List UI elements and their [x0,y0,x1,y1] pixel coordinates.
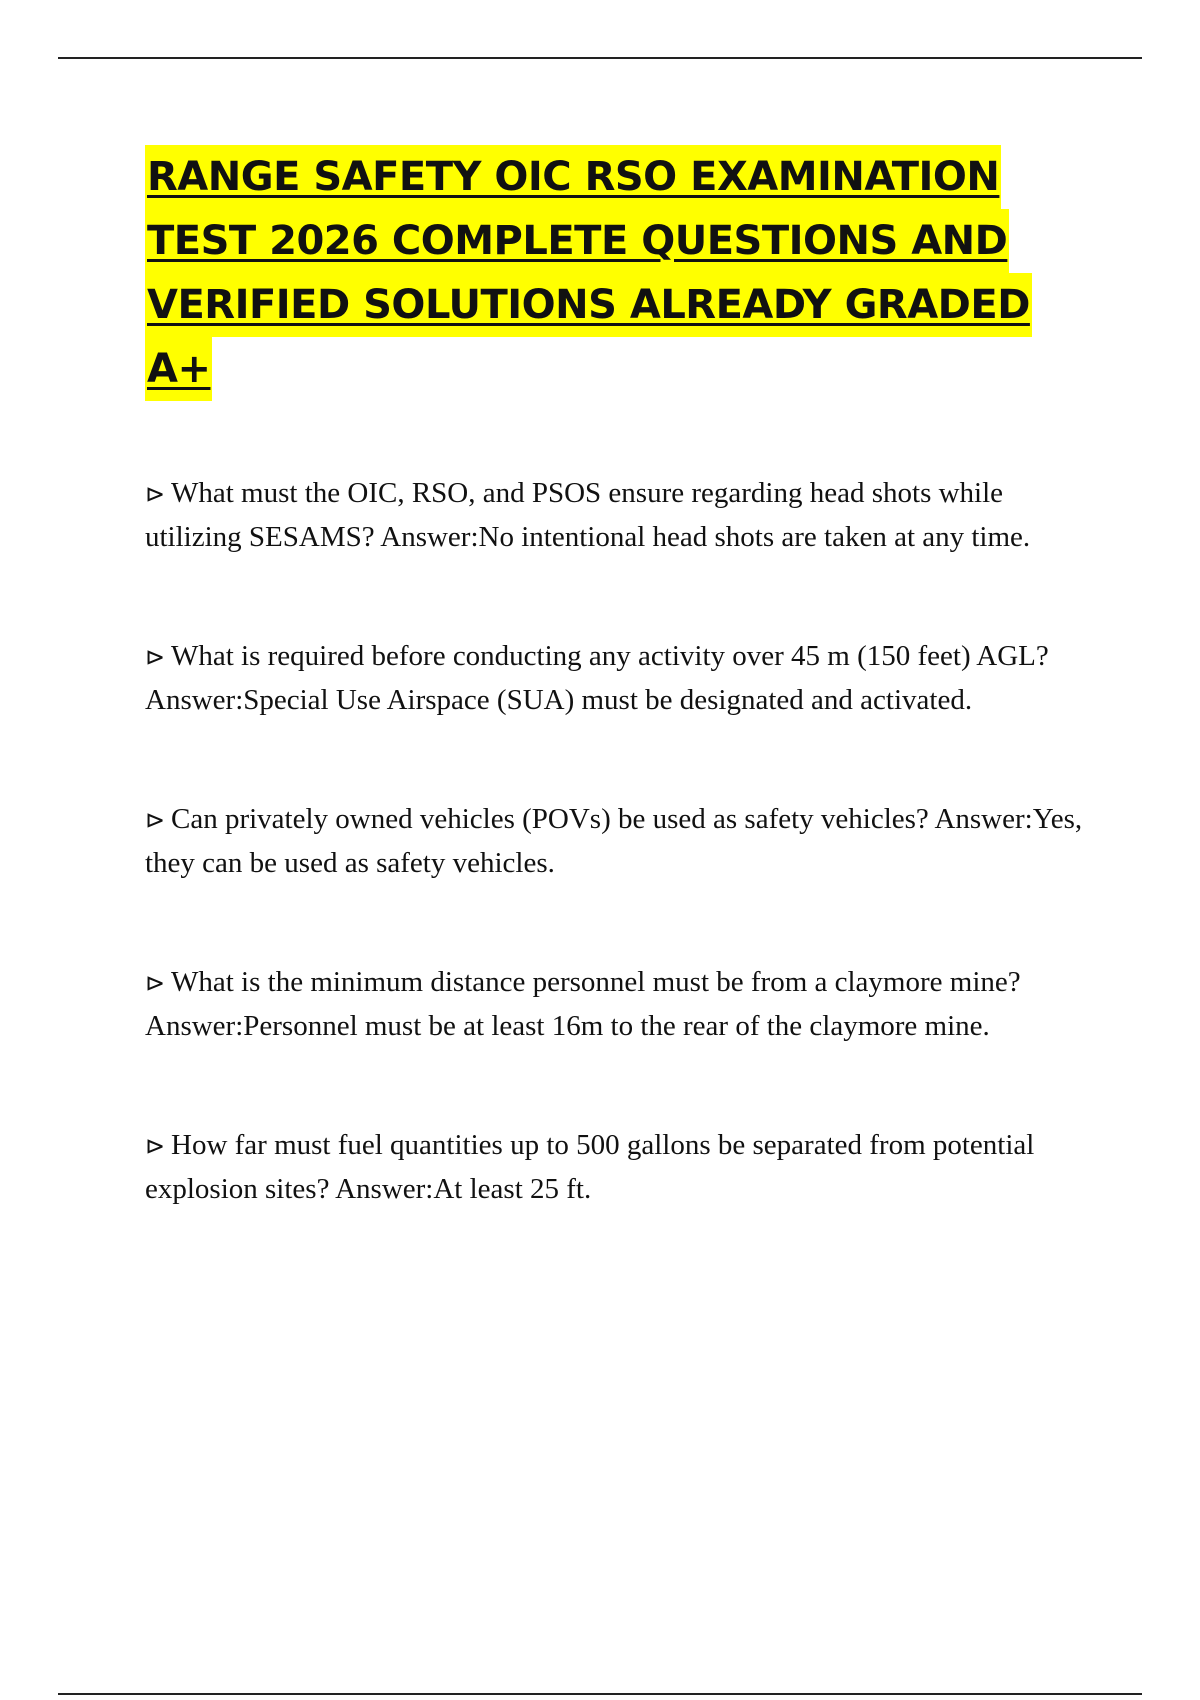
answer-text: Answer:At least 25 ft. [335,1173,592,1205]
qa-list [145,472,1085,1211]
triangle-bullet-icon: ⊳ [145,1132,166,1160]
title-line: RANGE SAFETY OIC RSO EXAMINATION [145,145,1001,209]
top-rule [58,57,1142,59]
title-line: VERIFIED SOLUTIONS ALREADY GRADED [145,273,1032,337]
document-title [145,145,1105,401]
qa-item [145,1124,1085,1211]
answer-text: Answer:Yes, they can be used as safety vehicles. [145,803,1083,879]
question-text: What is the minimum distance personnel must be from a claymore mine? [171,966,1021,998]
triangle-bullet-icon: ⊳ [145,806,166,834]
question-text: What is required before conducting any activity over 45 m (150 feet) AGL? [171,640,1049,672]
qa-item [145,472,1085,559]
question-text: How far must fuel quantities up to 500 gallons be separated from potential explosion sites? [145,1129,1035,1205]
title-line: A+ [145,337,212,401]
qa-item [145,635,1085,722]
bottom-rule [58,1693,1142,1695]
triangle-bullet-icon: ⊳ [145,969,166,997]
question-text: Can privately owned vehicles (POVs) be used as safety vehicles? [171,803,929,835]
qa-item [145,798,1085,885]
qa-item [145,961,1085,1048]
title-line: TEST 2026 COMPLETE QUESTIONS AND [145,209,1009,273]
question-text: What must the OIC, RSO, and PSOS ensure regarding head shots while utilizing SESAMS? [145,477,1004,553]
answer-text: Answer:Special Use Airspace (SUA) must be designated and activated. [145,684,973,716]
answer-text: Answer:Personnel must be at least 16m to the rear of the claymore mine. [145,1010,990,1042]
answer-text: Answer:No intentional head shots are taken at any time. [380,521,1031,553]
triangle-bullet-icon: ⊳ [145,643,166,671]
triangle-bullet-icon: ⊳ [145,480,166,508]
